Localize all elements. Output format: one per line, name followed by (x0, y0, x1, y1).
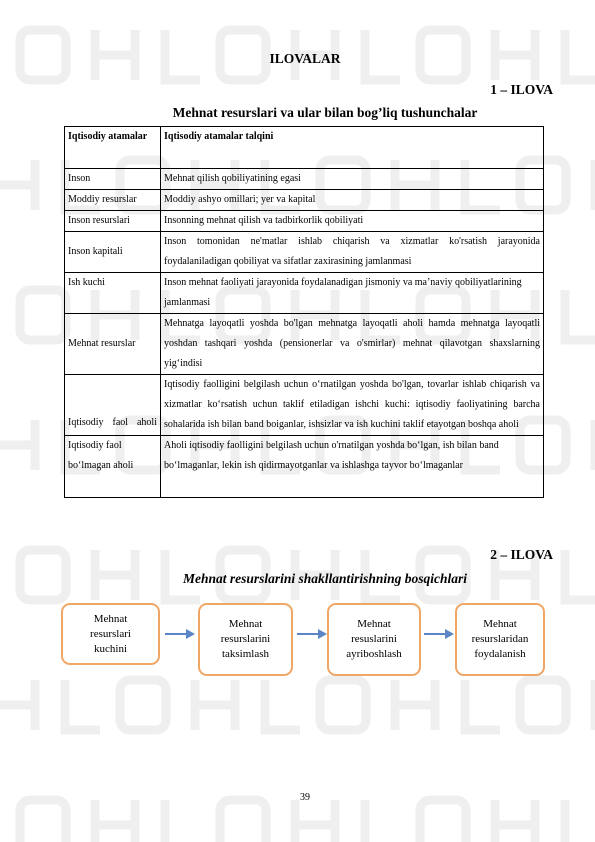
table-header-cell: Iqtisodiy atamalar (65, 127, 161, 169)
term-cell: Inson resurslari (65, 211, 161, 232)
table-row (65, 169, 544, 190)
flow-step-box (61, 603, 160, 665)
definition-cell: Mehnat qilish qobiliyatining egasi (161, 169, 544, 190)
definition-cell: Inson mehnat faoliyati jarayonida foydalanadigan jismoniy va ma’naviy qobiliyatlarining jamlanmasi (161, 273, 544, 314)
table-row (65, 314, 544, 375)
appendix-2-title: Mehnat resurslarini shakllantirishning bosqichlari (183, 571, 467, 586)
flow-step-box (455, 603, 545, 676)
term-cell: Ish kuchi (65, 273, 161, 314)
table-row (65, 190, 544, 211)
table-row (65, 211, 544, 232)
flow-step-box (198, 603, 293, 676)
appendix-2-label: 2 – ILOVA (490, 547, 553, 562)
flow-step-label: Mehnat resurslaridan foydalanish (471, 618, 529, 660)
flow-step-box (327, 603, 421, 676)
table-row (65, 232, 544, 273)
table-header-cell: Iqtisodiy atamalar talqini (161, 127, 544, 169)
table-row (65, 273, 544, 314)
definition-cell: Iqtisodiy faolligini belgilash uchun o‘rnatilgan yoshda bo'lgan, tovarlar ishlab chiqarish va xizmatlar ko‘rsatish uchun taklif etiladigan ishchi kuchi: iqtisodiy faoliyatining barcha sohalarida ish bilan band boiganlar, ishsizlar va ish kuchini taklif etayotgan boshqa aholi (161, 375, 544, 436)
term-cell: Iqtisodiy faol aholi (65, 375, 161, 436)
flow-step-label: Mehnat resurslarini taksimlash (220, 618, 271, 660)
page-heading: ILOVALAR (269, 51, 341, 66)
page-number: 39 (300, 792, 310, 803)
definition-cell: Insonning mehnat qilish va tadbirkorlik qobiliyati (161, 211, 544, 232)
definition-cell: Mehnatga layoqatli yoshda bo'lgan mehnatga layoqatli aholi hamda mehnatga layoqatli yoshdan tashqari yoshda (pensionerlar va o'smirlar) mehnat qilavotgan shaxslarning yig‘indisi (161, 314, 544, 375)
table-header-row (65, 127, 544, 169)
flow-step-label: Mehnat resurslari kuchini (90, 612, 131, 655)
table-row (65, 375, 544, 436)
arrow-right-icon (164, 628, 196, 640)
arrow-right-icon (423, 628, 455, 640)
definition-cell: Inson tomonidan ne'matlar ishlab chiqarish va xizmatlar ko'rsatish jarayonida foydalaniladigan qobiliyat va sifatlar zaxirasining jamlanmasi (161, 232, 544, 273)
arrow-right-icon (296, 628, 328, 640)
flow-step-label: Mehnat resuslarini ayriboshlash (346, 618, 402, 660)
definition-cell: Moddiy ashyo omillari; yer va kapital (161, 190, 544, 211)
terms-table (64, 126, 544, 498)
table-row (65, 436, 544, 498)
appendix-1-label: 1 – ILOVA (490, 82, 553, 97)
term-cell: Iqtisodiy faol bo‘lmagan aholi (65, 436, 161, 498)
term-cell: Moddiy resurslar (65, 190, 161, 211)
appendix-1-title: Mehnat resurslari va ular bilan bog’liq tushunchalar (172, 105, 478, 120)
term-cell: Inson (65, 169, 161, 190)
term-cell: Mehnat resurslar (65, 314, 161, 375)
term-cell: Inson kapitali (65, 232, 161, 273)
definition-cell: Aholi iqtisodiy faolligini belgilash uchun o'rnatilgan yoshda bo‘lgan, ish bilan band bo‘lmaganlar, lekin ish qidirmayotganlar va ishlashga tayvor bo‘lmaganlar (161, 436, 544, 498)
